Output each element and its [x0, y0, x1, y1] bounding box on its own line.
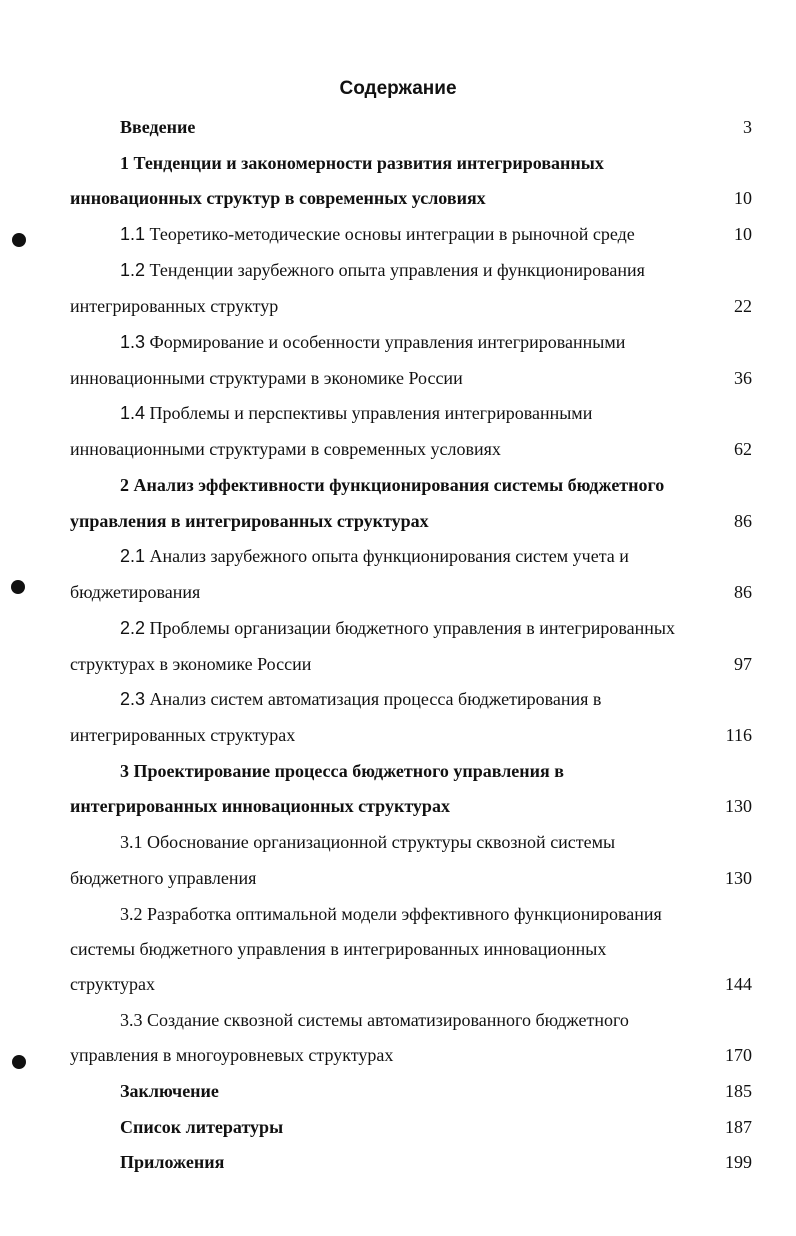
- toc-page-chapter-3: 130: [725, 796, 752, 816]
- toc-page-3-2: 144: [725, 974, 752, 994]
- section-title: Проблемы организации бюджетного управления в интегрированных: [145, 618, 675, 638]
- toc-page-2-3: 116: [725, 725, 752, 745]
- toc-page-intro: 3: [743, 117, 752, 137]
- section-title: Теоретико-методические основы интеграции в рыночной среде: [145, 224, 635, 244]
- section-number: 1.2: [120, 260, 146, 280]
- toc-page-chapter-2: 86: [734, 511, 752, 531]
- toc-entry-references: Список литературы: [120, 1117, 284, 1137]
- toc-page-1-2: 22: [734, 296, 752, 316]
- toc-chapter-3-line-2: интегрированных инновационных структурах: [70, 796, 450, 816]
- toc-chapter-2-line-2: управления в интегрированных структурах: [70, 511, 429, 531]
- toc-section-2-2: [120, 616, 708, 640]
- punch-hole-mark: [11, 580, 25, 594]
- toc-page-conclusion: 185: [725, 1081, 752, 1101]
- toc-section-1-3: [120, 330, 708, 354]
- toc-section-2-1-line-2: бюджетирования: [70, 582, 201, 602]
- toc-entry-intro: Введение: [120, 117, 196, 137]
- toc-section-1-1: [120, 222, 708, 246]
- toc-page-chapter-1: 10: [734, 188, 752, 208]
- toc-chapter-1-line-2: инновационных структур в современных условиях: [70, 188, 486, 208]
- toc-page-1-4: 62: [734, 439, 752, 459]
- toc-section-2-3: [120, 687, 708, 711]
- toc-section-2-3-line-2: интегрированных структурах: [70, 725, 296, 745]
- toc-chapter-3-line-1: 3 Проектирование процесса бюджетного управления в: [120, 761, 564, 781]
- section-title: Проблемы и перспективы управления интегрированными: [145, 403, 593, 423]
- toc-section-1-4: [120, 401, 708, 425]
- toc-entry-appendices: Приложения: [120, 1152, 225, 1172]
- toc-section-3-2-line-2: системы бюджетного управления в интегрированных инновационных: [70, 939, 607, 959]
- section-title: Формирование и особенности управления интегрированными: [145, 332, 626, 352]
- toc-section-2-1: [120, 544, 708, 568]
- toc-section-3-3-line-2: управления в многоуровневых структурах: [70, 1045, 394, 1065]
- toc-section-2-2-line-2: структурах в экономике России: [70, 654, 312, 674]
- section-number: 1.3: [120, 332, 146, 352]
- toc-section-1-2-line-2: интегрированных структур: [70, 296, 279, 316]
- toc-section-1-2: [120, 258, 708, 282]
- section-title: Анализ систем автоматизация процесса бюджетирования в: [145, 689, 602, 709]
- toc-page-appendices: 199: [725, 1152, 752, 1172]
- toc-section-3-1-line-2: бюджетного управления: [70, 868, 257, 888]
- page-title: Содержание: [339, 78, 457, 99]
- section-number: 2.2: [120, 618, 146, 638]
- toc-section-3-2: 3.2 Разработка оптимальной модели эффективного функционирования: [120, 904, 662, 924]
- toc-page-3-3: 170: [725, 1045, 752, 1065]
- toc-section-3-2-line-3: структурах: [70, 974, 155, 994]
- toc-section-3-3: 3.3 Создание сквозной системы автоматизированного бюджетного: [120, 1010, 629, 1030]
- toc-page-1-1: 10: [734, 224, 752, 244]
- toc-section-1-3-line-2: инновационными структурами в экономике России: [70, 368, 463, 388]
- section-title: Тенденции зарубежного опыта управления и функционирования: [145, 260, 645, 280]
- toc-page-references: 187: [725, 1117, 752, 1137]
- toc-entry-conclusion: Заключение: [120, 1081, 219, 1101]
- punch-hole-mark: [12, 233, 26, 247]
- section-number: 1.4: [120, 403, 146, 423]
- section-number: 2.3: [120, 689, 146, 709]
- section-number: 1.1: [120, 224, 146, 244]
- toc-page-2-1: 86: [734, 582, 752, 602]
- toc-chapter-2-line-1: 2 Анализ эффективности функционирования системы бюджетного: [120, 475, 665, 495]
- toc-section-1-4-line-2: инновационными структурами в современных условиях: [70, 439, 501, 459]
- section-number: 2.1: [120, 546, 146, 566]
- punch-hole-mark: [12, 1055, 26, 1069]
- toc-page-1-3: 36: [734, 368, 752, 388]
- toc-chapter-1-line-1: 1 Тенденции и закономерности развития интегрированных: [120, 153, 604, 173]
- toc-page-2-2: 97: [734, 654, 752, 674]
- section-title: Анализ зарубежного опыта функционирования систем учета и: [145, 546, 629, 566]
- toc-section-3-1: 3.1 Обоснование организационной структуры сквозной системы: [120, 832, 616, 852]
- toc-page-3-1: 130: [725, 868, 752, 888]
